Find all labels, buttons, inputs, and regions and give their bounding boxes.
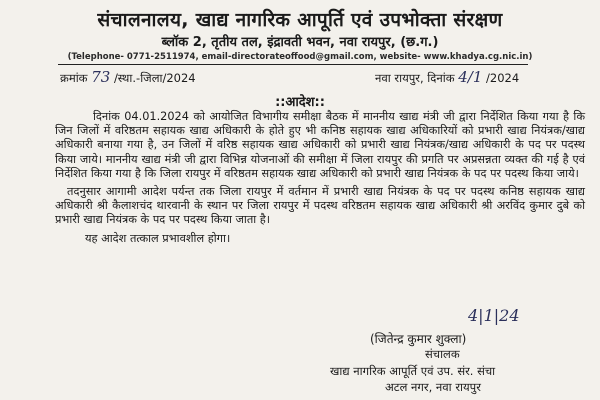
signatory-organization: खाद्य नागरिक आपूर्ति एवं उप. संर. संचा [330,364,496,378]
place-date [375,68,519,86]
date-value: 4/1 [458,68,483,86]
order-number-prefix: क्रमांक [60,71,88,85]
directorate-title: संचालनालय, खाद्य नागरिक आपूर्ति एवं उपभोक्ता संरक्षण [97,9,503,31]
order-body [55,110,585,246]
signatory-name: (जितेन्द्र कुमार शुक्ला) [370,332,467,346]
order-heading: ::आदेश:: [275,95,325,110]
body-paragraph-1: दिनांक 04.01.2024 को आयोजित विभागीय समीक्षा बैठक में माननीय खाद्य मंत्री जी द्वारा निर्देशित किया गया है कि जिन जिलों में वरिष्ठतम सहायक खाद्य अधिकारी के होते हुए भी कनिष्ठ सहायक खाद्य अधिकारियों को प्रभारी खाद्य नियंत्रक/खाद्य अधिकारी बनाया गया है, उन जिलों में वरिष्ठ सहायक खाद्य अधिकारी को प्रभारी खाद्य नियंत्रक/खाद्य अधिकारी के पद पर पदस्थ किया जाये। माननीय खाद्य मंत्री जी द्वारा विभिन्न योजनाओं की समीक्षा में जिला रायपुर की प्रगति पर अप्रसन्नता व्यक्त की गई है एवं निर्देशित किया गया है कि जिला रायपुर में वरिष्ठतम सहायक खाद्य अधिकारी को प्रभारी खाद्य नियंत्रक के पद पर पदस्थ किया जाये। [55,110,585,180]
contact-line: (Telephone- 0771-2511974, email-directorateoffood@gmail.com, website- www.khadya.cg.nic.in) [67,52,533,62]
body-paragraph-2: तदनुसार आगामी आदेश पर्यन्त तक जिला रायपुर में वर्तमान में प्रभारी खाद्य नियंत्रक के पद पर पदस्थ कनिष्ठ सहायक खाद्य अधिकारी श्री कैलाशचंद थारवानी के स्थान पर जिला रायपुर में पदस्थ वरिष्ठतम सहायक खाद्य अधिकारी श्री अरविंद कुमार दुबे को प्रभारी खाद्य नियंत्रक के पद पर पदस्थ किया जाता है। [55,185,585,227]
order-number-suffix: /स्था.-जिला/2024 [113,71,196,85]
body-paragraph-3: यह आदेश तत्काल प्रभावशील होगा। [85,231,231,245]
handwritten-signature: 4|1|24 [468,306,520,325]
date-suffix: /2024 [486,71,520,85]
order-number [60,68,196,86]
header-divider [58,64,528,65]
office-address: ब्लॉक 2, तृतीय तल, इंद्रावती भवन, नवा रायपुर, (छ.ग.) [161,35,439,50]
place-date-prefix: नवा रायपुर, दिनांक [375,71,455,85]
order-number-value: 73 [91,68,111,86]
signatory-place: अटल नगर, नवा रायपुर [385,380,481,394]
signatory-designation: संचालक [425,347,460,361]
reference-row [0,68,600,86]
